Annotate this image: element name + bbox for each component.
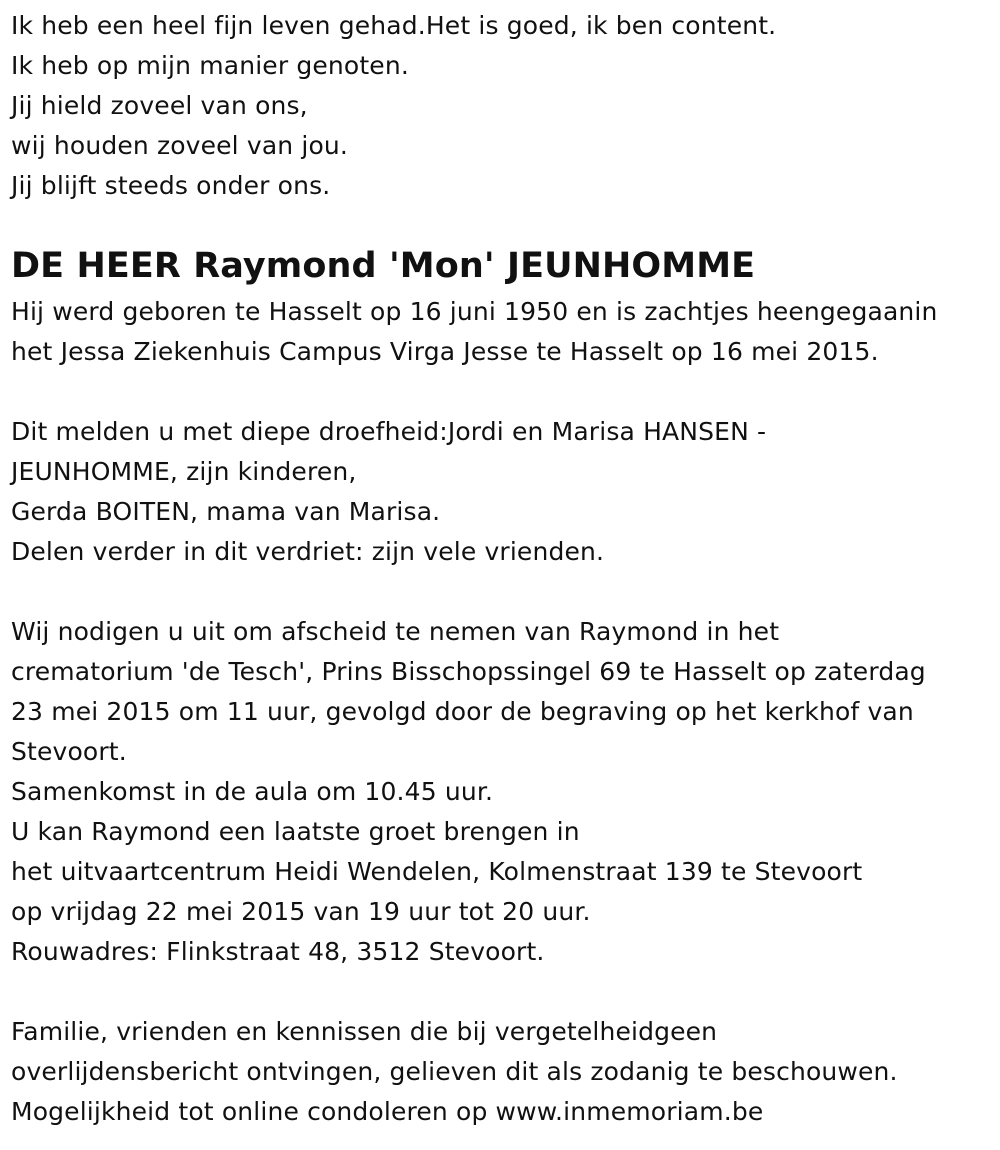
family-paragraph [11,412,991,572]
text-line: Hij werd geboren te Hasselt op 16 juni 1950 en is zachtjes heengegaanin [11,297,938,326]
text-line: Stevoort. [11,737,127,766]
text-line: Delen verder in dit verdriet: zijn vele vrienden. [11,537,605,566]
text-line: Dit melden u met diepe droefheid:Jordi en Marisa HANSEN - [11,417,767,446]
text-line: Familie, vrienden en kennissen die bij vergetelheidgeen [11,1017,718,1046]
text-line: JEUNHOMME, zijn kinderen, [11,457,357,486]
text-line: het Jessa Ziekenhuis Campus Virga Jesse te Hasselt op 16 mei 2015. [11,337,879,366]
condolence-website-line: Mogelijkheid tot online condoleren op www.inmemoriam.be [11,1097,764,1126]
text-line: overlijdensbericht ontvingen, gelieven dit als zodanig te beschouwen. [11,1057,898,1086]
ceremony-paragraph [11,612,991,972]
poem-line: Ik heb op mijn manier genoten. [11,51,409,80]
text-line: het uitvaartcentrum Heidi Wendelen, Kolmenstraat 139 te Stevoort [11,857,863,886]
text-line: Gerda BOITEN, mama van Marisa. [11,497,441,526]
text-line: Rouwadres: Flinkstraat 48, 3512 Stevoort. [11,937,545,966]
poem-line: wij houden zoveel van jou. [11,131,349,160]
birth-death-paragraph [11,292,991,372]
poem-stanza [11,6,991,206]
text-line: 23 mei 2015 om 11 uur, gevolgd door de begraving op het kerkhof van [11,697,914,726]
text-line: op vrijdag 22 mei 2015 van 19 uur tot 20 uur. [11,897,591,926]
text-line: crematorium 'de Tesch', Prins Bisschopssingel 69 te Hasselt op zaterdag [11,657,926,686]
text-line: Samenkomst in de aula om 10.45 uur. [11,777,494,806]
text-line: U kan Raymond een laatste groet brengen in [11,817,580,846]
deceased-name-heading: DE HEER Raymond 'Mon' JEUNHOMME [11,246,756,286]
obituary-notice [11,6,991,1132]
poem-line: Jij hield zoveel van ons, [11,91,308,120]
poem-line: Ik heb een heel fijn leven gehad.Het is goed, ik ben content. [11,11,777,40]
poem-line: Jij blijft steeds onder ons. [11,171,331,200]
closing-paragraph [11,1012,991,1132]
text-line: Wij nodigen u uit om afscheid te nemen van Raymond in het [11,617,780,646]
